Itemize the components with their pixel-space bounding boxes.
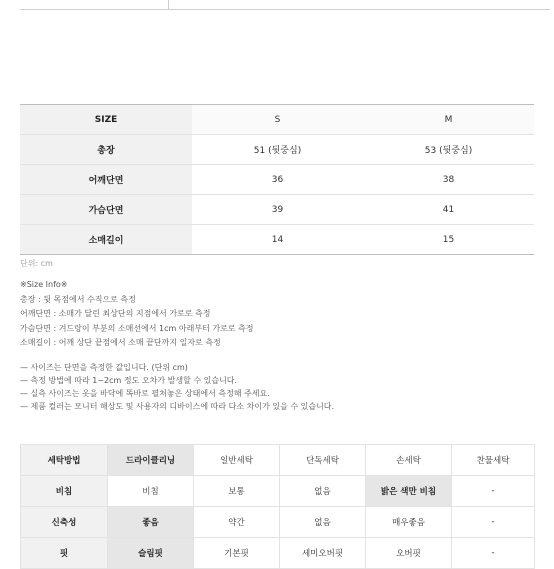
care-row-fit [21, 538, 535, 569]
size-info-line: 어깨단면 : 소매가 달린 최상단의 지점에서 가로로 측정 [20, 309, 211, 318]
size-row-length [20, 135, 534, 165]
care-cell: - [452, 507, 535, 538]
care-row-label: 비침 [21, 476, 108, 507]
care-row-sheerness [21, 476, 535, 507]
size-m-value: 53 (뒷중심) [363, 135, 534, 165]
size-s-header: S [192, 105, 363, 135]
care-cell: 보통 [194, 476, 280, 507]
size-info-title: ※Size Info※ [20, 280, 68, 289]
unit-note: 단위: cm [20, 259, 53, 268]
care-cell: 오버핏 [366, 538, 452, 569]
care-cell: 일반세탁 [194, 445, 280, 476]
care-row-label: 세탁방법 [21, 445, 108, 476]
size-m-header: M [363, 105, 534, 135]
care-cell: 비침 [108, 476, 194, 507]
note-item: — 측정 방법에 따라 1~2cm 정도 오차가 발생할 수 있습니다. [20, 376, 238, 385]
care-row-elasticity [21, 507, 535, 538]
top-frame-divider [168, 0, 169, 9]
notes-list [20, 361, 334, 413]
care-cell: 없음 [280, 476, 366, 507]
size-info [20, 278, 254, 351]
care-cell: 드라이클리닝 [108, 445, 194, 476]
note-item: — 제품 컬러는 모니터 해상도 및 사용자의 디바이스에 따라 다소 차이가 있을 수 있습니다. [20, 402, 335, 411]
care-cell: 찬물세탁 [452, 445, 535, 476]
size-table-header [20, 105, 534, 135]
row-label: 소매길이 [20, 225, 192, 255]
care-cell: - [452, 538, 535, 569]
care-cell: 기본핏 [194, 538, 280, 569]
care-cell: 슬림핏 [108, 538, 194, 569]
size-s-value: 39 [192, 195, 363, 225]
note-item: — 실측 사이즈는 옷을 바닥에 똑바로 펼쳐놓은 상태에서 측정해 주세요. [20, 389, 270, 398]
size-s-value: 36 [192, 165, 363, 195]
size-info-line: 가슴단면 : 겨드랑이 부분의 소매선에서 1cm 아래부터 가로로 측정 [20, 323, 254, 333]
row-label: 어깨단면 [20, 165, 192, 195]
care-cell: - [452, 476, 535, 507]
row-label: 총장 [20, 135, 192, 165]
size-row-shoulder [20, 165, 534, 195]
size-info-line: 소매길이 : 어깨 상단 끝점에서 소매 끝단까지 일자로 측정 [20, 338, 221, 347]
care-cell: 밝은 색만 비침 [366, 476, 452, 507]
note-item: — 사이즈는 단면을 측정한 값입니다. (단위 cm) [20, 363, 188, 372]
size-s-value: 14 [192, 225, 363, 255]
care-table [20, 444, 535, 569]
size-s-value: 51 (뒷중심) [192, 135, 363, 165]
top-frame [20, 0, 550, 10]
care-cell: 매우좋음 [366, 507, 452, 538]
care-row-label: 핏 [21, 538, 108, 569]
care-row-washing [21, 445, 535, 476]
care-cell: 없음 [280, 507, 366, 538]
care-cell: 세미오버핏 [280, 538, 366, 569]
size-info-line: 총장 : 뒷 목점에서 수직으로 측정 [20, 294, 136, 304]
care-row-label: 신축성 [21, 507, 108, 538]
care-cell: 단독세탁 [280, 445, 366, 476]
size-column-header: SIZE [20, 105, 192, 135]
size-table [20, 104, 534, 255]
size-m-value: 38 [363, 165, 534, 195]
size-m-value: 41 [363, 195, 534, 225]
care-cell: 좋음 [108, 507, 194, 538]
care-cell: 약간 [194, 507, 280, 538]
row-label: 가슴단면 [20, 195, 192, 225]
size-row-sleeve [20, 225, 534, 255]
size-row-chest [20, 195, 534, 225]
care-cell: 손세탁 [366, 445, 452, 476]
size-m-value: 15 [363, 225, 534, 255]
